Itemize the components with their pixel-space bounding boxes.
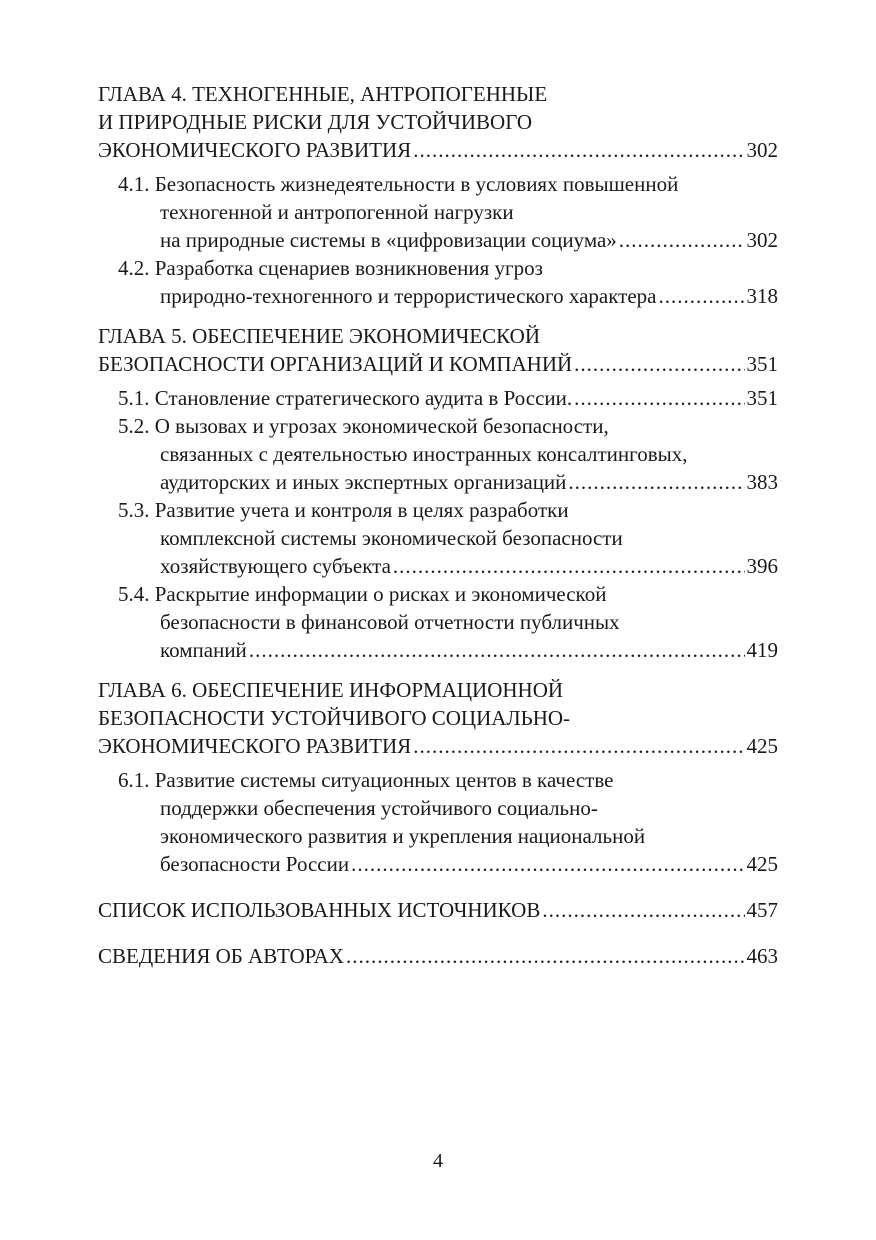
page-ref: 351 [746, 386, 778, 410]
page-ref: 351 [746, 352, 778, 376]
dot-leader [542, 896, 744, 924]
section-title-line: экономического развития и укрепления национальной [160, 824, 646, 848]
section-title-line: поддержки обеспечения устойчивого социально- [160, 796, 598, 820]
section-title-line: на природные системы в «цифровизации социума» [160, 228, 617, 252]
toc-chapter-4[interactable] [98, 80, 778, 310]
chapter-title-line: ГЛАВА 5. ОБЕСПЕЧЕНИЕ ЭКОНОМИЧЕСКОЙ [98, 324, 540, 348]
section-list [98, 384, 778, 664]
page-ref: 425 [746, 734, 778, 758]
toc-section-5-4[interactable] [118, 580, 778, 664]
chapter-title-line: БЕЗОПАСНОСТИ ОРГАНИЗАЦИЙ И КОМПАНИЙ [98, 352, 573, 376]
section-title-line: 5.1. Становление стратегического аудита в России. [118, 386, 573, 410]
toc-chapter-5[interactable] [98, 322, 778, 664]
dot-leader [346, 942, 745, 970]
dot-leader [568, 468, 744, 496]
entry-title: СПИСОК ИСПОЛЬЗОВАННЫХ ИСТОЧНИКОВ [98, 898, 541, 922]
toc-authors[interactable] [98, 942, 778, 970]
section-title-line: природно-техногенного и террористического характера [160, 284, 657, 308]
section-title-line: 5.4. Раскрытие информации о рисках и экономической [118, 582, 607, 606]
page-ref: 302 [746, 228, 778, 252]
section-title-line: хозяйствующего субъекта [160, 554, 391, 578]
chapter-title-line: ЭКОНОМИЧЕСКОГО РАЗВИТИЯ [98, 734, 412, 758]
dot-leader [351, 850, 744, 878]
section-title-line: безопасности в финансовой отчетности публичных [160, 610, 620, 634]
toc-chapter-6[interactable] [98, 676, 778, 878]
page-ref: 457 [746, 898, 778, 922]
section-title-line: 4.2. Разработка сценариев возникновения угроз [118, 256, 543, 280]
dot-leader [619, 226, 745, 254]
page-ref: 302 [746, 138, 778, 162]
page-ref: 383 [746, 470, 778, 494]
entry-title: СВЕДЕНИЯ ОБ АВТОРАХ [98, 944, 344, 968]
chapter-title-line: И ПРИРОДНЫЕ РИСКИ ДЛЯ УСТОЙЧИВОГО [98, 110, 532, 134]
section-list [98, 766, 778, 878]
dot-leader [574, 384, 744, 412]
page-ref: 396 [746, 554, 778, 578]
toc-section-6-1[interactable] [118, 766, 778, 878]
page-ref: 419 [746, 638, 778, 662]
dot-leader [659, 282, 745, 310]
section-title-line: техногенной и антропогенной нагрузки [160, 200, 514, 224]
toc-section-4-1[interactable] [118, 170, 778, 254]
page-ref: 425 [746, 852, 778, 876]
section-list [98, 170, 778, 310]
table-of-contents [98, 80, 778, 970]
dot-leader [413, 732, 744, 760]
toc-section-4-2[interactable] [118, 254, 778, 310]
dot-leader [393, 552, 745, 580]
section-title-line: безопасности России [160, 852, 350, 876]
section-title-line: аудиторских и иных экспертных организаций [160, 470, 567, 494]
chapter-title-line: БЕЗОПАСНОСТИ УСТОЙЧИВОГО СОЦИАЛЬНО- [98, 706, 571, 730]
section-title-line: комплексной системы экономической безопасности [160, 526, 623, 550]
page-ref: 318 [746, 284, 778, 308]
section-title-line: компаний [160, 638, 247, 662]
section-title-line: 6.1. Развитие системы ситуационных центов в качестве [118, 768, 614, 792]
section-title-line: 5.3. Развитие учета и контроля в целях разработки [118, 498, 569, 522]
toc-section-5-2[interactable] [118, 412, 778, 496]
toc-section-5-1[interactable] [118, 384, 778, 412]
dot-leader [574, 350, 744, 378]
chapter-title-line: ГЛАВА 6. ОБЕСПЕЧЕНИЕ ИНФОРМАЦИОННОЙ [98, 678, 564, 702]
section-title-line: связанных с деятельностью иностранных консалтинговых, [160, 442, 688, 466]
dot-leader [413, 136, 744, 164]
section-title-line: 4.1. Безопасность жизнедеятельности в условиях повышенной [118, 172, 679, 196]
page-number: 4 [433, 1150, 443, 1172]
toc-sources[interactable] [98, 896, 778, 924]
chapter-title-line: ГЛАВА 4. ТЕХНОГЕННЫЕ, АНТРОПОГЕННЫЕ [98, 82, 548, 106]
dot-leader [249, 636, 745, 664]
section-title-line: 5.2. О вызовах и угрозах экономической безопасности, [118, 414, 609, 438]
toc-section-5-3[interactable] [118, 496, 778, 580]
page-ref: 463 [746, 944, 778, 968]
chapter-title-line: ЭКОНОМИЧЕСКОГО РАЗВИТИЯ [98, 138, 412, 162]
